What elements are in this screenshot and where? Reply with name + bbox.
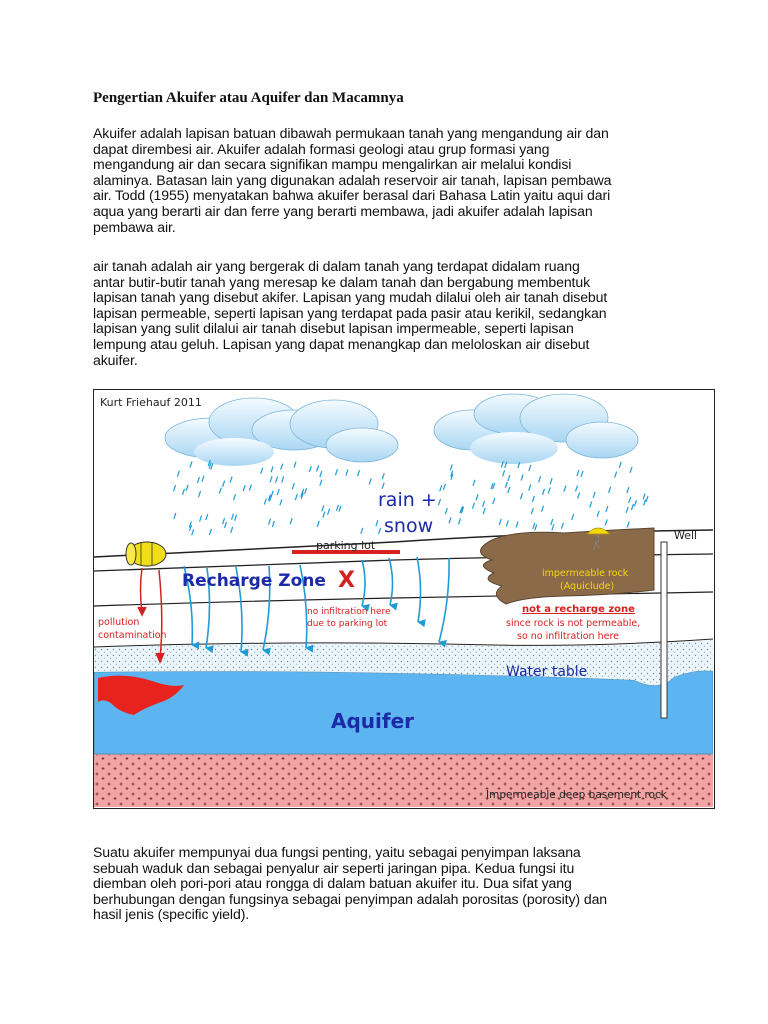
rain-drop [550, 478, 552, 484]
rain-drop [473, 480, 475, 486]
rain-drop [192, 529, 194, 535]
paragraph-1 [93, 126, 713, 235]
aquiclude-label: (Aquiclude) [560, 581, 615, 592]
rain-drop [339, 506, 341, 512]
rain-drop [219, 488, 221, 494]
rain-drop [503, 470, 505, 476]
rain-drop [438, 499, 440, 505]
rain-drop [261, 468, 263, 474]
well-label: Well [674, 529, 698, 542]
rain-drop [328, 509, 330, 515]
parking-lot-label: parking lot [316, 539, 376, 552]
rain-drop [564, 486, 566, 492]
rain-drop [626, 507, 628, 513]
rain-drop [531, 508, 533, 514]
rain-drop [206, 514, 208, 520]
text-line: aqua yang berarti air dan ferre yang berarti membawa, jadi akuifer adalah lapisan [93, 202, 593, 219]
rain-drop [458, 518, 460, 524]
rain-drop [174, 485, 176, 491]
rain-drop [317, 465, 319, 471]
rain-drop [529, 465, 531, 471]
rain-drop [292, 483, 294, 489]
rain-drop [605, 519, 607, 525]
rain-drop [358, 470, 360, 476]
oil-barrel [126, 542, 166, 566]
rain-drop [209, 529, 211, 535]
text-line: lempung atau geluh. Lapisan yang dapat menangkap dan meloloskan air disebut [93, 335, 590, 352]
rain-drop [646, 496, 648, 502]
rain-drop [561, 523, 563, 529]
rain-drop [199, 491, 201, 497]
cloud-right [434, 394, 638, 464]
rain-drop [508, 475, 510, 481]
rain-drop [322, 505, 324, 511]
rain-drop [472, 503, 474, 509]
rain-drop [280, 499, 282, 505]
rain-drop [609, 487, 611, 493]
rain-drop [449, 517, 451, 523]
rain-drop [382, 483, 384, 489]
rain-drop [535, 524, 537, 530]
rain-drop [271, 491, 273, 497]
paragraph-2 [93, 259, 713, 368]
rain-drop [369, 479, 371, 485]
aquifer-diagram [93, 389, 715, 809]
rain-drop [542, 489, 544, 495]
rain-drop [190, 461, 192, 467]
rain-drop [590, 502, 592, 508]
rain-drop [450, 464, 452, 470]
rain-drop [630, 467, 632, 473]
text-line: alaminya. Batasan lain yang digunakan adalah reservoir air tanah, lapisan pembawa [93, 171, 612, 188]
rain-drop [320, 480, 322, 486]
well-pipe [661, 542, 667, 718]
rain-drop [634, 500, 636, 506]
aquifer-label: Aquifer [331, 709, 415, 733]
text-line: mengandung air dan secara signifikan mampu mengalirkan air melalui kondisi [93, 156, 572, 173]
rain-drop [499, 519, 501, 525]
text-line: diemban oleh pori-pori atau rongga di dalam batuan akuifer itu. Dua sifat yang [93, 875, 572, 892]
no-infiltration-label: due to parking lot [307, 619, 388, 629]
rain-drop [506, 520, 508, 526]
rain-drop [552, 524, 554, 530]
document-title: Pengertian Akuifer atau Aquifer dan Macamnya [93, 90, 404, 106]
text-line: antar butir-butir tanah yang meresap ke dalam tanah dan bergabung membentuk [93, 273, 591, 290]
rain-drop [230, 477, 232, 483]
rain-drop [335, 469, 337, 475]
text-line: Suatu akuifer mempunyai dua fungsi penting, yaitu sebagai penyimpan laksana [93, 844, 581, 860]
rain-drop [174, 513, 176, 519]
text-line: lapisan yang sulit dilalui air tanah disebut lapisan impermeable, seperti lapisan [93, 320, 574, 337]
rain-drop [223, 518, 225, 524]
rain-drop [281, 464, 283, 470]
rain-drop [629, 497, 631, 503]
text-line: air tanah adalah air yang bergerak di dalam tanah yang terdapat didalam ruang [93, 258, 580, 274]
rain-drop [445, 508, 447, 514]
rain-drop [443, 484, 445, 490]
rain-drop [520, 493, 522, 499]
water-table-label: Water table [506, 664, 588, 680]
rain-drop [182, 489, 184, 495]
rain-drop [539, 476, 541, 482]
rain-drop [272, 521, 274, 527]
rain-drop [177, 471, 179, 477]
rain-drop [572, 514, 574, 520]
no-infiltration-label: no infiltration here [307, 607, 391, 617]
infiltration-arrow [439, 558, 449, 642]
rain-drop [317, 521, 319, 527]
rain-drop [320, 471, 322, 477]
text-line: lapisan permeable, seperti lapisan yang terdapat pada pasir atau kerikil, sedangkan [93, 304, 607, 321]
rain-drop [483, 501, 485, 507]
credit-label: Kurt Friehauf 2011 [100, 396, 202, 409]
rain-drop [643, 493, 645, 499]
rain-drop [309, 466, 311, 472]
rain-drop [231, 514, 233, 520]
rain-label: rain + [378, 489, 437, 511]
basement-label: Impermeable deep basement rock [486, 789, 667, 801]
not-recharge-label: not a recharge zone [522, 604, 635, 615]
rain-drop [644, 500, 646, 506]
rain-drop [271, 466, 273, 472]
rain-drop [576, 485, 578, 491]
text-line: hasil jenis (specific yield). [93, 906, 250, 923]
rain-drop [295, 494, 297, 500]
rain-drop [277, 489, 279, 495]
rain-drop [269, 519, 271, 525]
rain-drop [186, 485, 188, 491]
rain-drop [578, 492, 580, 498]
rain-drop [200, 516, 202, 522]
x-mark: X [338, 568, 355, 593]
rain-drop [577, 470, 579, 476]
pollution-label: pollution [98, 617, 140, 628]
rain-drop [276, 477, 278, 483]
rain-drop [346, 470, 348, 476]
rain-drop [533, 523, 535, 529]
rain-drop [627, 522, 629, 528]
since-rock-label: since rock is not permeable, [506, 618, 641, 629]
rain-drop [290, 518, 292, 524]
snow-label: snow [384, 515, 434, 537]
since-rock-label: so no infiltration here [517, 631, 619, 642]
rain-drop [294, 462, 296, 468]
impermeable-rock-label: impermeable rock [542, 568, 629, 579]
text-line: berhubungan dengan fungsinya sebagai penyimpan adalah porositas (porosity) dan [93, 890, 608, 907]
rain-drop [197, 477, 199, 483]
rain-drop [305, 488, 307, 494]
text-line: lapisan tanah yang disebut akifer. Lapisan yang mudah dilalui oleh air tanah disebut [93, 289, 608, 306]
rain-drop [225, 522, 227, 528]
rain-drop [379, 528, 381, 534]
rain-drop [323, 512, 325, 518]
rain-drop [270, 476, 272, 482]
text-line: Akuifer adalah lapisan batuan dibawah permukaan tanah yang mengandung air dan [93, 125, 609, 141]
impermeable-rock [481, 528, 655, 604]
rain-drop [508, 487, 510, 493]
rain-drop [243, 485, 245, 491]
paragraph-3 [93, 845, 713, 923]
rain-drop [597, 511, 599, 517]
rain-drop [202, 476, 204, 482]
rain-drop [234, 494, 236, 500]
text-line: sebuah waduk dan sebagai penyalur air seperti jaringan pipa. Kedua fungsi itu [93, 859, 575, 876]
rain-drop [619, 462, 621, 468]
rain-drop [249, 485, 251, 491]
rain-drop [631, 504, 633, 510]
rain-drop [376, 520, 378, 526]
text-line: akuifer. [93, 351, 138, 368]
rain-drop [336, 505, 338, 511]
rain-drop [493, 498, 495, 504]
rain-drop [476, 494, 478, 500]
rain-drop [532, 496, 534, 502]
rain-drop [483, 508, 485, 514]
rain-drop [505, 482, 507, 488]
rain-drop [548, 487, 550, 493]
rain-drop [627, 487, 629, 493]
rain-drop [231, 527, 233, 533]
recharge-zone-label: Recharge Zone [182, 571, 326, 591]
rain-drop [516, 521, 518, 527]
pollution-label: contamination [98, 630, 167, 641]
rain-drop [606, 506, 608, 512]
infiltration-arrow [417, 557, 421, 622]
rain-drop [551, 519, 553, 525]
rain-drop [235, 515, 237, 521]
rain-drop [521, 475, 523, 481]
text-line: pembawa air. [93, 218, 176, 235]
rain-drop [593, 492, 595, 498]
rain-drop [541, 506, 543, 512]
rain-drop [615, 472, 617, 478]
text-line: air. Todd (1955) menyatakan bahwa akuifer berasal dari Bahasa Latin yaitu aqui dari [93, 187, 611, 204]
rain-drop [264, 499, 266, 505]
rain-drop [361, 528, 363, 534]
rain-drop [440, 485, 442, 491]
rain-drop [581, 471, 583, 477]
text-line: dapat dirembesi air. Akuifer adalah formasi geologi atau grup formasi yang [93, 140, 550, 157]
rain-drop [282, 476, 284, 482]
rain-drop [529, 485, 531, 491]
rain-drop [382, 473, 384, 479]
rain-drop [223, 481, 225, 487]
